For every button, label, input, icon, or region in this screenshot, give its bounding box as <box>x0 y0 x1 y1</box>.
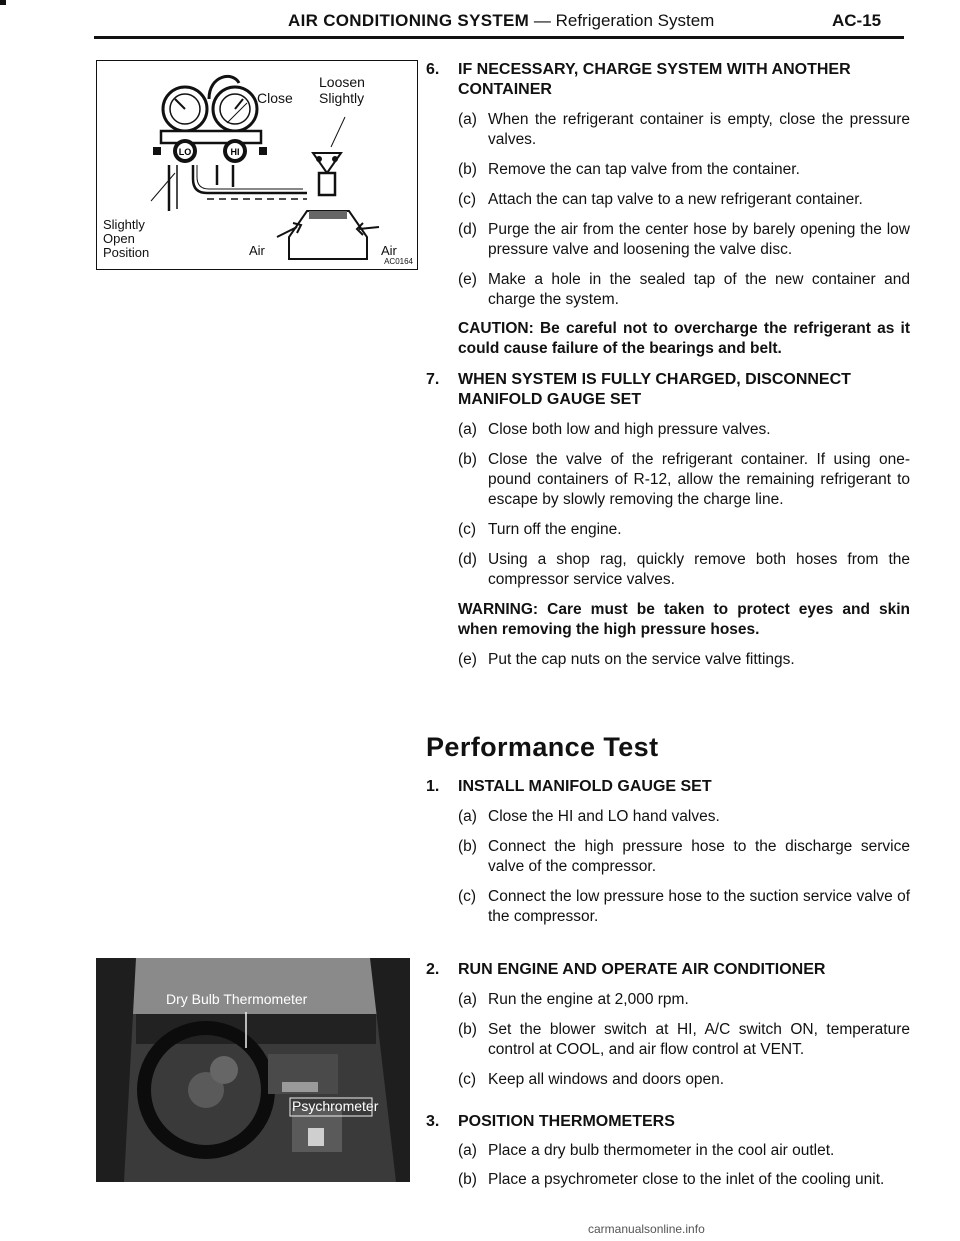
item-text: When the refrigerant container is empty, close the pressure valves. <box>488 111 910 148</box>
item-text: Close the HI and LO hand valves. <box>488 808 720 825</box>
step-6-heading <box>426 60 910 100</box>
header-section: AIR CONDITIONING SYSTEM <box>288 11 530 30</box>
step-7-section <box>426 370 910 670</box>
slightly-open-label: Slightly <box>103 217 145 232</box>
item-label: (b) <box>458 161 477 178</box>
item-label: (a) <box>458 421 477 438</box>
list-item <box>458 1170 910 1190</box>
warning-note: WARNING: Care must be taken to protect eyes and skin when removing the high pressure hoses. <box>458 601 910 638</box>
perf-step-3-heading <box>426 1112 910 1132</box>
step-7-heading <box>426 370 910 410</box>
item-text: Run the engine at 2,000 rpm. <box>488 991 689 1008</box>
item-label: (d) <box>458 221 477 238</box>
hi-valve-label: HI <box>230 147 240 157</box>
step-title: POSITION THERMOMETERS <box>458 1113 675 1130</box>
air-right-label: Air <box>381 243 397 258</box>
list-item <box>458 520 910 540</box>
item-label: (c) <box>458 521 477 538</box>
loosen-slightly-label: Slightly <box>319 90 365 106</box>
item-text: Connect the low pressure hose to the suction service valve of the compressor. <box>488 888 910 925</box>
list-item <box>458 807 910 827</box>
air-left-label: Air <box>249 243 265 258</box>
list-item <box>458 837 910 877</box>
caution-note: CAUTION: Be careful not to overcharge the refrigerant as it could cause failure of the bearings and belt. <box>458 320 910 357</box>
close-label: Close <box>257 90 293 106</box>
item-text: Connect the high pressure hose to the discharge service valve of the compressor. <box>488 838 910 875</box>
item-text: Close both low and high pressure valves. <box>488 421 771 438</box>
item-text: Turn off the engine. <box>488 521 622 538</box>
item-label: (a) <box>458 111 477 128</box>
open-label: Open <box>103 231 135 246</box>
item-label: (d) <box>458 551 477 568</box>
list-item <box>458 1070 910 1090</box>
item-text: Attach the can tap valve to a new refrigerant container. <box>488 191 863 208</box>
corner-mark <box>0 0 6 5</box>
list-item <box>458 270 910 310</box>
item-label: (c) <box>458 191 477 208</box>
item-label: (c) <box>458 1071 477 1088</box>
list-item <box>458 110 910 150</box>
item-label: (b) <box>458 451 477 468</box>
list-item <box>458 420 910 440</box>
list-item <box>458 887 910 927</box>
item-label: (a) <box>458 1142 477 1159</box>
item-text: Using a shop rag, quickly remove both hoses from the compressor service valves. <box>488 551 910 588</box>
item-label: (e) <box>458 651 477 668</box>
list-item <box>458 1020 910 1060</box>
item-label: (b) <box>458 1171 477 1188</box>
item-text: Set the blower switch at HI, A/C switch ON, temperature control at COOL, and air flow control at VENT. <box>488 1021 910 1058</box>
item-text: Put the cap nuts on the service valve fittings. <box>488 651 795 668</box>
dashboard-photo-figure <box>96 958 410 1182</box>
list-item <box>458 1141 910 1161</box>
list-item <box>458 450 910 510</box>
list-item <box>458 550 910 590</box>
item-label: (c) <box>458 888 477 905</box>
step-title: WHEN SYSTEM IS FULLY CHARGED, DISCONNECT MANIFOLD GAUGE SET <box>458 371 851 408</box>
figure-code: AC0164 <box>384 257 413 266</box>
dry-bulb-thermometer-label: Dry Bulb Thermometer <box>166 991 308 1007</box>
performance-test-heading: Performance Test <box>426 732 659 762</box>
list-item <box>458 190 910 210</box>
item-text: Place a dry bulb thermometer in the cool air outlet. <box>488 1142 835 1159</box>
perf-step-2-heading <box>426 960 910 980</box>
manifold-gauge-figure <box>96 60 418 270</box>
item-label: (b) <box>458 1021 477 1038</box>
list-item <box>458 160 910 180</box>
item-label: (e) <box>458 271 477 288</box>
step-number: 7. <box>426 371 440 388</box>
item-text: Close the valve of the refrigerant container. If using one-pound containers of R-12, allow the remaining refrigerant to escape by slowly removing the charge line. <box>488 451 910 508</box>
item-text: Make a hole in the sealed tap of the new container and charge the system. <box>488 271 910 308</box>
item-text: Keep all windows and doors open. <box>488 1071 725 1088</box>
header-subsection: — Refrigeration System <box>533 11 715 30</box>
item-text: Remove the can tap valve from the container. <box>488 161 800 178</box>
page-number: AC-15 <box>832 11 882 30</box>
list-item <box>458 650 910 670</box>
item-label: (a) <box>458 808 477 825</box>
perf-step-3-section <box>426 1112 910 1190</box>
item-label: (a) <box>458 991 477 1008</box>
item-text: Purge the air from the center hose by barely opening the low pressure valve and loosening the valve disc. <box>488 221 910 258</box>
step-title: IF NECESSARY, CHARGE SYSTEM WITH ANOTHER CONTAINER <box>458 61 851 98</box>
position-label: Position <box>103 245 150 260</box>
list-item <box>458 990 910 1010</box>
step-title: INSTALL MANIFOLD GAUGE SET <box>458 778 712 795</box>
step-number: 1. <box>426 778 440 795</box>
perf-step-2-section <box>426 960 910 1090</box>
header-rule <box>94 36 904 39</box>
item-text: Place a psychrometer close to the inlet of the cooling unit. <box>488 1171 885 1188</box>
perf-step-1-heading <box>426 777 910 797</box>
list-item <box>458 220 910 260</box>
loosen-label: Loosen <box>319 74 365 90</box>
perf-step-1-section <box>426 777 910 927</box>
lo-valve-label: LO <box>178 147 192 157</box>
step-number: 3. <box>426 1113 440 1130</box>
step-title: RUN ENGINE AND OPERATE AIR CONDITIONER <box>458 961 826 978</box>
step-number: 6. <box>426 61 440 78</box>
step-number: 2. <box>426 961 440 978</box>
page-header-title <box>288 11 714 31</box>
step-6-section <box>426 60 910 359</box>
psychrometer-label: Psychrometer <box>292 1098 379 1114</box>
watermark: carmanualsonline.info <box>588 1222 705 1236</box>
item-label: (b) <box>458 838 477 855</box>
